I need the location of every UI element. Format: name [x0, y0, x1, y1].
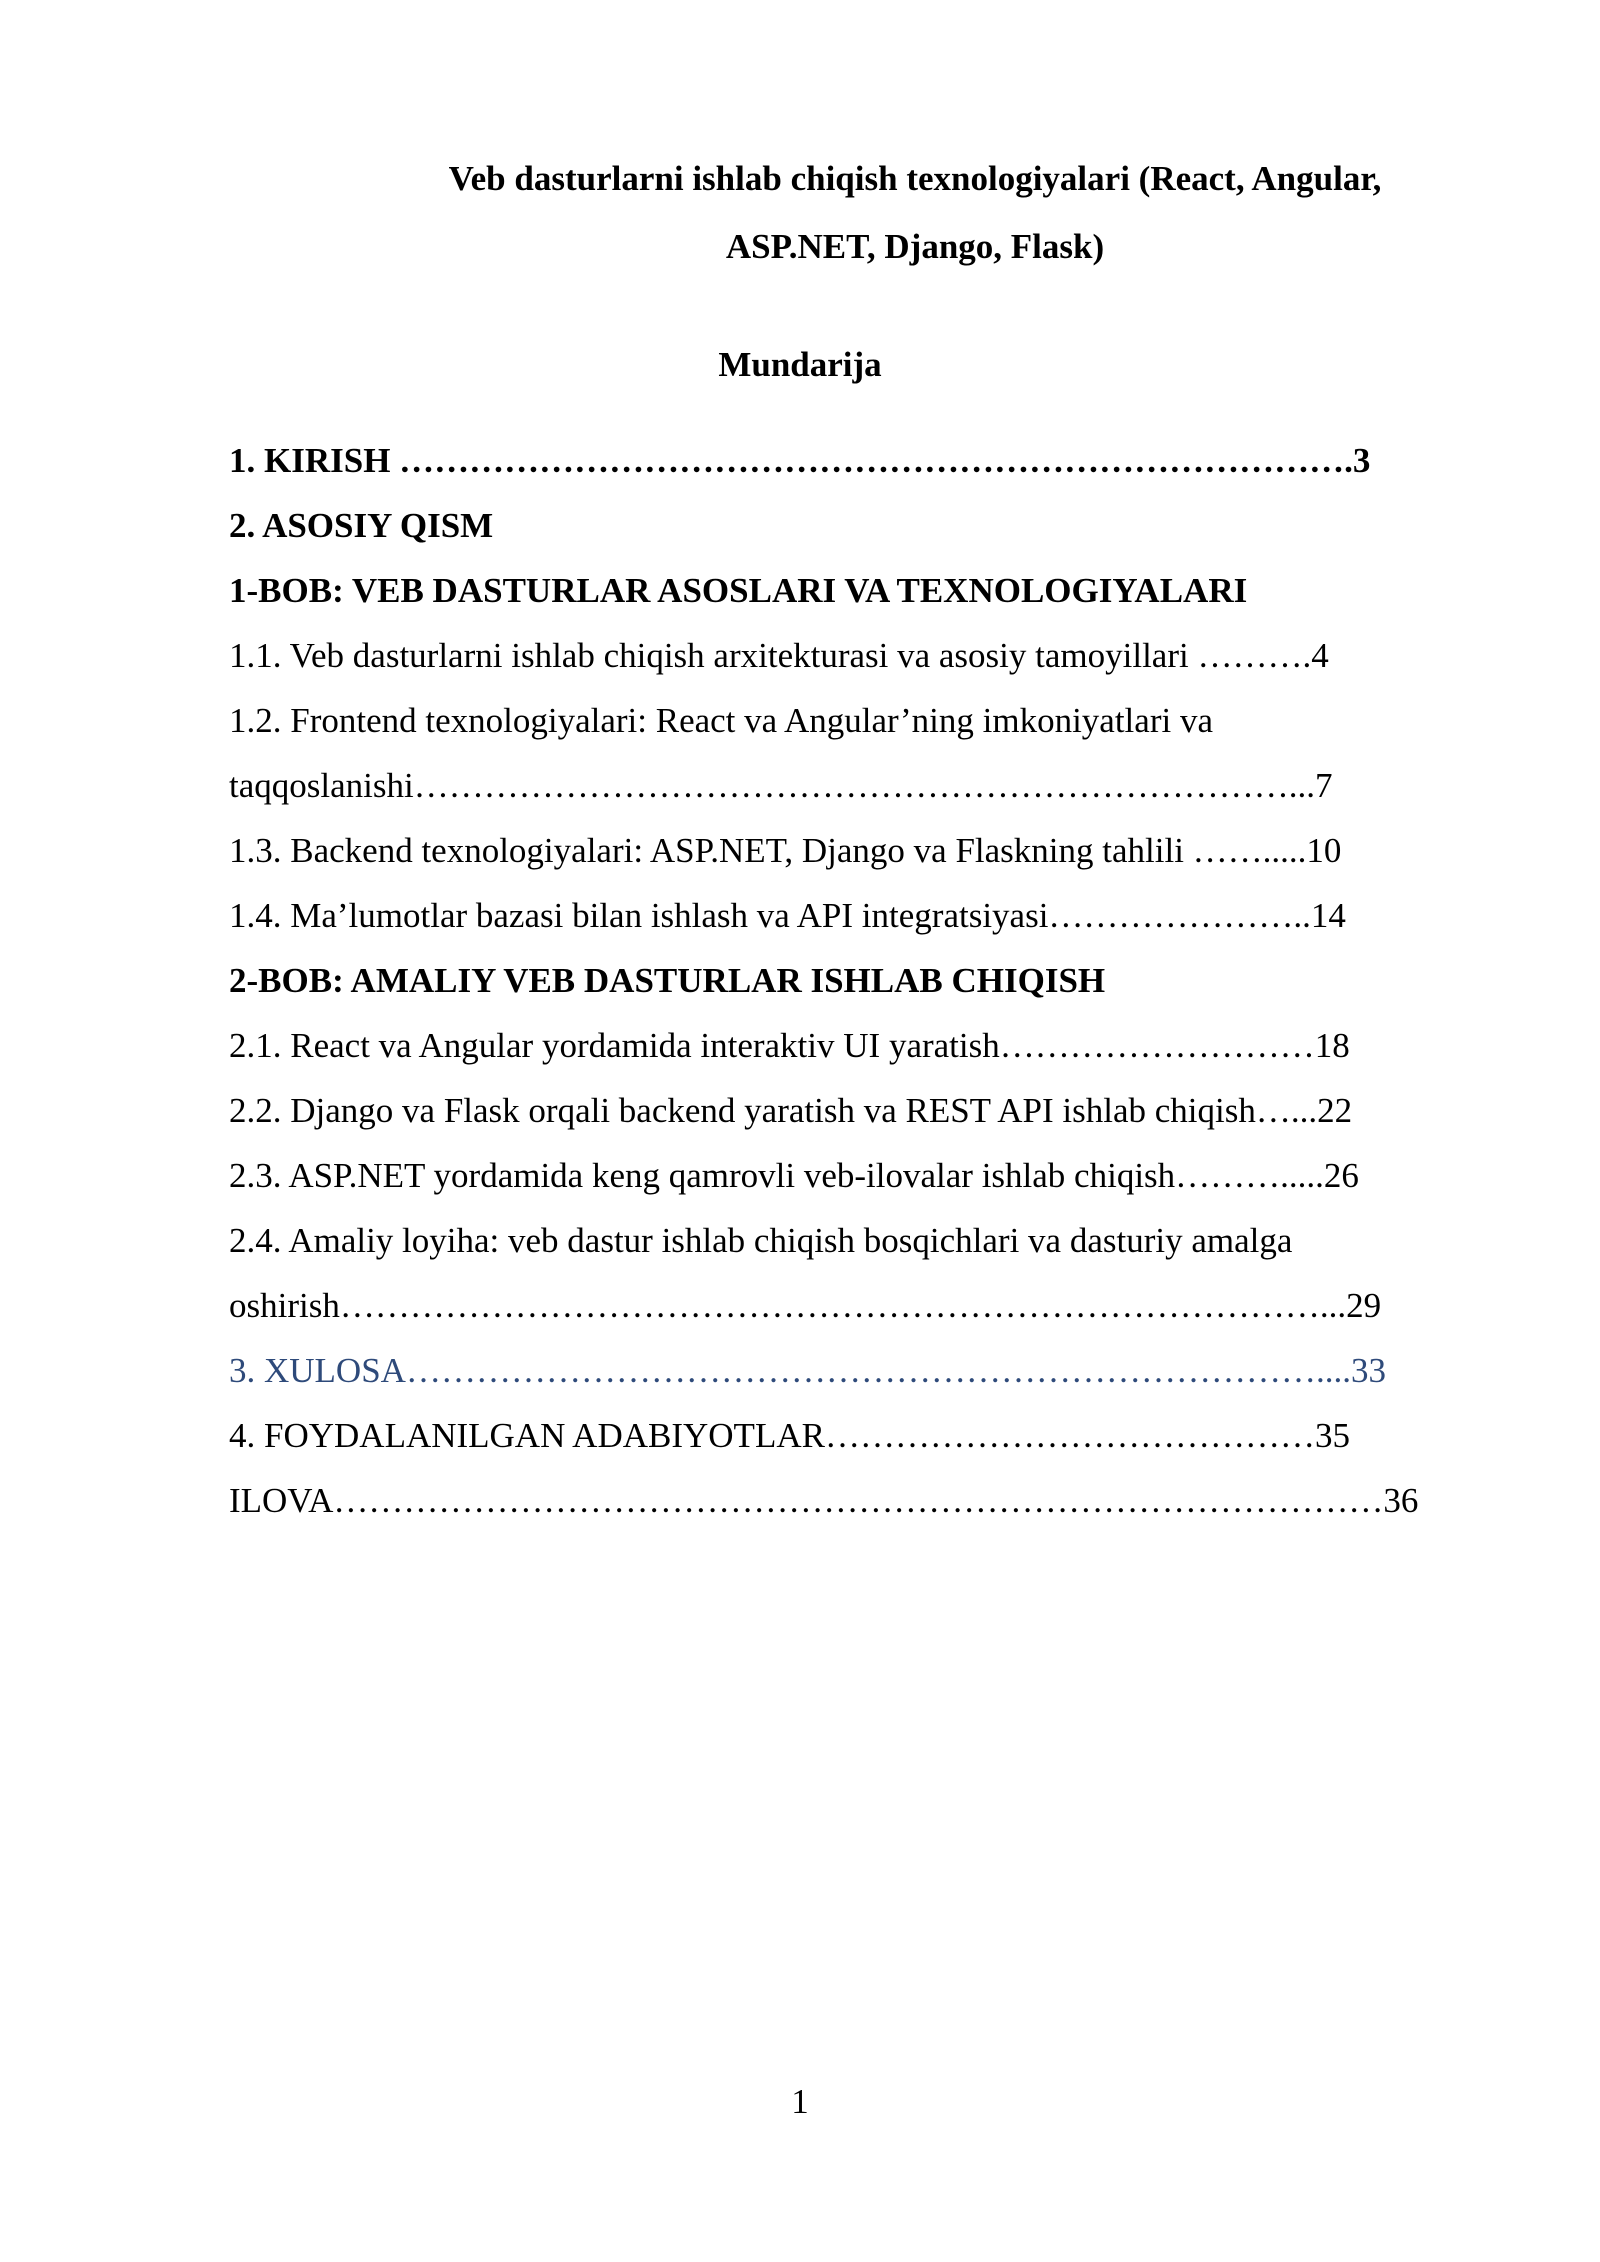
document-title-line-2: ASP.NET, Django, Flask) [725, 227, 1105, 266]
document-title [400, 145, 1430, 281]
toc-entry-2-4-continued: oshirish…………………………………………………………………………...29 [229, 1286, 1382, 1325]
toc-entry-1-2-continued: taqqoslanishi…………………………………………………………………...7 [229, 766, 1333, 805]
toc-entry-kirish: 1. KIRISH ……………………………………………………………………….3 [229, 441, 1371, 480]
toc-entry-adabiyotlar: 4. FOYDALANILGAN ADABIYOTLAR……………………………………35 [229, 1416, 1350, 1455]
toc-entry-1-3: 1.3. Backend texnologiyalari: ASP.NET, Django va Flaskning tahlili …….....10 [229, 831, 1342, 870]
toc-chapter-2: 2-BOB: AMALIY VEB DASTURLAR ISHLAB CHIQISH [229, 961, 1106, 1000]
toc-entry-1-1: 1.1. Veb dasturlarni ishlab chiqish arxitekturasi va asosiy tamoyillari ……….4 [229, 636, 1329, 675]
toc-heading: Mundarija [718, 345, 882, 384]
table-of-contents [229, 428, 1459, 1533]
toc-entry-2-2: 2.2. Django va Flask orqali backend yaratish va REST API ishlab chiqish…...22 [229, 1091, 1353, 1130]
toc-chapter-1: 1-BOB: VEB DASTURLAR ASOSLARI VA TEXNOLOGIYALARI [229, 571, 1248, 610]
toc-entry-2-4: 2.4. Amaliy loyiha: veb dastur ishlab chiqish bosqichlari va dasturiy amalga [229, 1221, 1293, 1260]
toc-entry-ilova: ILOVA………………………………………………………………………………36 [229, 1481, 1419, 1520]
toc-entry-2-3: 2.3. ASP.NET yordamida keng qamrovli veb-ilovalar ishlab chiqish……….....26 [229, 1156, 1359, 1195]
page-number: 1 [791, 2082, 809, 2121]
toc-entry-asosiy-qism: 2. ASOSIY QISM [229, 506, 494, 545]
toc-entry-2-1: 2.1. React va Angular yordamida interaktiv UI yaratish………………………18 [229, 1026, 1350, 1065]
toc-entry-1-2: 1.2. Frontend texnologiyalari: React va Angular’ning imkoniyatlari va [229, 701, 1213, 740]
document-title-line-1: Veb dasturlarni ishlab chiqish texnologiyalari (React, Angular, [448, 159, 1382, 198]
toc-entry-xulosa-link[interactable]: 3. XULOSA……………………………………………………………………....33 [229, 1351, 1386, 1390]
toc-entry-1-4: 1.4. Ma’lumotlar bazasi bilan ishlash va API integratsiyasi…………………..14 [229, 896, 1346, 935]
